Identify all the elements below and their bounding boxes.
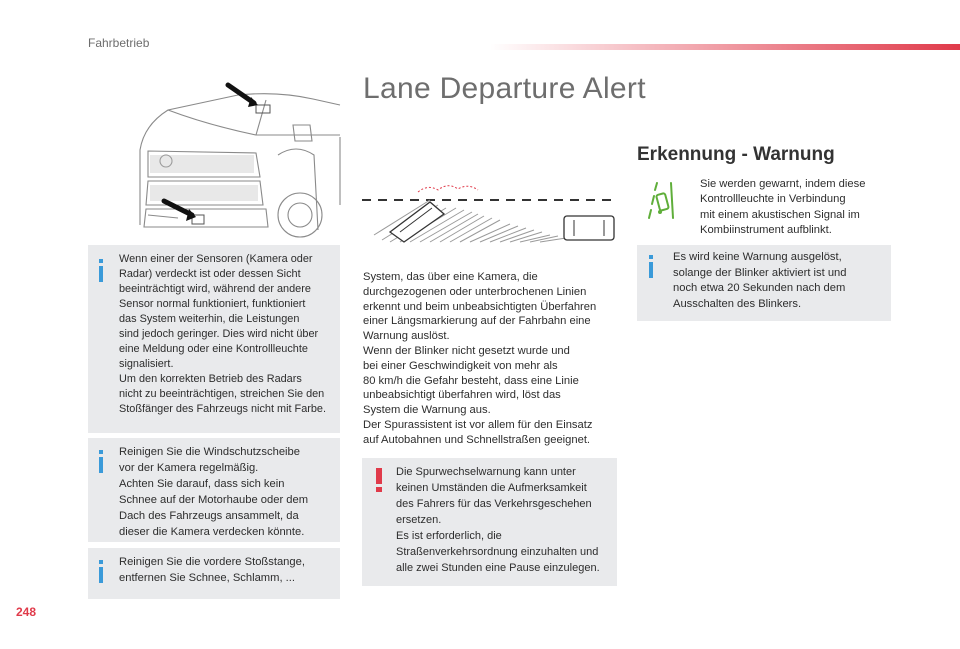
text-line: Um den korrekten Betrieb des Radars	[119, 373, 302, 385]
text-line: sind jedoch geringer. Dies wird nicht über	[119, 328, 319, 340]
text-line: Es ist erforderlich, die	[396, 530, 502, 542]
text-line: Dach des Fahrzeugs ansammelt, da	[119, 510, 299, 522]
text-line: alle zwei Stunden eine Pause einzulegen.	[396, 562, 600, 574]
lane-departure-warning-light-icon	[645, 180, 677, 222]
text-line: Sie werden gewarnt, indem diese	[700, 178, 866, 190]
text-line: System, das über eine Kamera, die	[363, 271, 538, 283]
info-box-bumper	[88, 548, 340, 599]
text-line: Kombiinstrument aufblinkt.	[700, 223, 832, 236]
info-box-bumper-text	[119, 554, 305, 586]
text-line: ersetzen.	[396, 514, 442, 526]
text-line: keinen Umständen die Aufmerksamkeit	[396, 482, 587, 494]
text-line: System die Warnung aus.	[363, 404, 491, 417]
text-line: unbeabsichtigt überfahren wird, löst das	[363, 389, 561, 402]
header-accent-bar	[490, 44, 960, 50]
van-camera-radar-illustration	[88, 55, 343, 245]
info-icon	[99, 259, 103, 283]
text-line: beeinträchtigt wird, während der andere	[119, 283, 311, 295]
text-line: Sensor normal funktioniert, funktioniert	[119, 298, 306, 310]
info-box-blinker-text	[673, 250, 847, 312]
warning-icon	[376, 468, 382, 492]
system-description	[363, 270, 596, 448]
text-line: Kontrollleuchte in Verbindung	[700, 193, 846, 206]
text-line: 80 km/h die Gefahr besteht, dass eine Linie	[363, 374, 579, 387]
warning-box-text	[396, 464, 600, 576]
text-line: Achten Sie darauf, dass sich kein	[119, 478, 285, 490]
text-line: dieser die Kamera verdecken könnte.	[119, 526, 305, 538]
text-line: Der Spurassistent ist vor allem für den Einsatz	[363, 418, 593, 431]
page-title: Lane Departure Alert	[363, 72, 646, 105]
text-line: Straßenverkehrsordnung einzuhalten und	[396, 546, 599, 558]
section-title: Erkennung - Warnung	[637, 144, 835, 165]
text-line: Wenn der Blinker nicht gesetzt wurde und	[363, 344, 570, 357]
text-line: einer Längsmarkierung auf der Fahrbahn eine	[363, 315, 591, 328]
text-line: Reinigen Sie die vordere Stoßstange,	[119, 556, 305, 568]
text-line: des Fahrers für das Verkehrsgeschehen	[396, 498, 592, 510]
info-box-sensors	[88, 245, 340, 433]
info-box-blinker	[637, 245, 891, 321]
info-box-sensors-text	[119, 252, 326, 417]
warning-box	[362, 458, 617, 586]
text-line: eine Meldung oder eine Kontrollleuchte	[119, 343, 308, 355]
text-line: mit einem akustischen Signal im	[700, 208, 860, 221]
text-line: erkennt und beim unbeabsichtigten Überfahren	[363, 300, 597, 313]
info-box-windscreen	[88, 438, 340, 542]
lane-departure-illustration	[360, 180, 618, 245]
page-number: 248	[16, 605, 37, 619]
text-line: Es wird keine Warnung ausgelöst,	[673, 251, 842, 263]
info-icon	[99, 450, 103, 474]
text-line: Die Spurwechselwarnung kann unter	[396, 466, 576, 478]
text-line: noch etwa 20 Sekunden nach dem	[673, 282, 846, 294]
info-icon	[99, 560, 103, 584]
text-line: signalisiert.	[119, 358, 174, 370]
text-line: Radar) verdeckt ist oder dessen Sicht	[119, 268, 301, 280]
text-line: vor der Kamera regelmäßig.	[119, 462, 259, 474]
text-line: entfernen Sie Schnee, Schlamm, ...	[119, 572, 295, 584]
text-line: durchgezogenen oder unterbrochenen Linien	[363, 285, 587, 298]
text-line: nicht zu beeinträchtigen, streichen Sie den	[119, 388, 325, 400]
text-line: Ausschalten des Blinkers.	[673, 297, 802, 310]
section-label: Fahrbetrieb	[88, 36, 150, 50]
text-line: bei einer Geschwindigkeit von mehr als	[363, 359, 558, 372]
text-line: Reinigen Sie die Windschutzscheibe	[119, 446, 300, 458]
text-line: Wenn einer der Sensoren (Kamera oder	[119, 253, 313, 265]
info-box-windscreen-text	[119, 444, 308, 540]
text-line: Schnee auf der Motorhaube oder dem	[119, 494, 309, 506]
text-line: auf Autobahnen und Schnellstraßen geeignet.	[363, 433, 591, 446]
warning-light-description	[700, 177, 865, 238]
info-icon	[649, 255, 653, 279]
text-line: Warnung auslöst.	[363, 330, 450, 343]
text-line: Stoßfänger des Fahrzeugs nicht mit Farbe.	[119, 403, 327, 415]
text-line: das System weiterhin, die Leistungen	[119, 313, 300, 325]
text-line: solange der Blinker aktiviert ist und	[673, 266, 847, 279]
